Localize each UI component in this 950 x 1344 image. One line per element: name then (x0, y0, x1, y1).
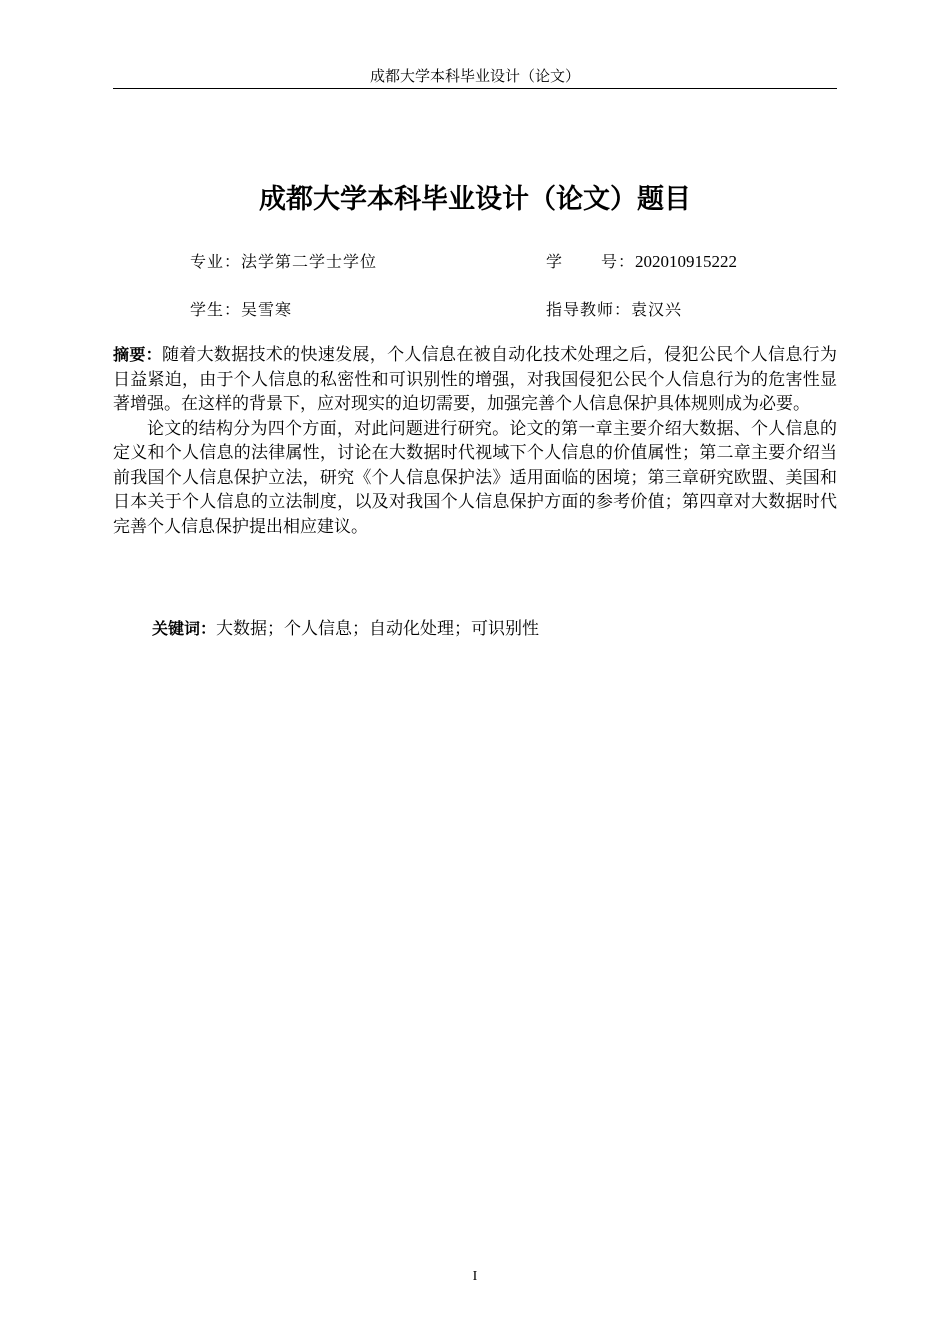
major-label: 专业： (190, 252, 242, 271)
keywords-label: 关键词： (152, 619, 217, 638)
major-field (190, 251, 377, 273)
abstract-paragraph-2: 论文的结构分为四个方面，对此问题进行研究。论文的第一章主要介绍大数据、个人信息的定义和个人信息的法律属性，讨论在大数据时代视域下个人信息的价值属性；第二章主要介绍当前我国个人信息保护立法，研究《个人信息保护法》适用面临的困境；第三章研究欧盟、美国和日本关于个人信息的立法制度，以及对我国个人信息保护方面的参考价值；第四章对大数据时代完善个人信息保护提出相应建议。 (113, 418, 837, 537)
abstract-label: 摘要： (113, 345, 162, 364)
advisor-value: 袁汉兴 (631, 300, 683, 319)
abstract-paragraph-1 (113, 343, 837, 417)
keywords-value: 大数据；个人信息；自动化处理；可识别性 (216, 619, 540, 639)
student-value: 吴雪寒 (241, 300, 293, 319)
abstract-paragraph-1-text: 随着大数据技术的快速发展，个人信息在被自动化技术处理之后，侵犯公民个人信息行为日益紧迫，由于个人信息的私密性和可识别性的增强，对我国侵犯公民个人信息行为的危害性显著增强。在这样的背景下，应对现实的迫切需要，加强完善个人信息保护具体规则成为必要。 (113, 345, 837, 414)
student-id-value: 202010915222 (635, 252, 738, 271)
keywords-line (152, 617, 539, 641)
document-title: 成都大学本科毕业设计（论文）题目 (259, 184, 691, 215)
header-rule (113, 88, 837, 89)
student-label: 学生： (190, 300, 242, 319)
advisor-label: 指导教师： (546, 300, 632, 319)
student-id-field (546, 251, 737, 273)
student-id-label-second: 号： (601, 252, 636, 271)
running-header: 成都大学本科毕业设计（论文） (369, 67, 580, 85)
major-value: 法学第二学士学位 (241, 252, 378, 271)
abstract-section (113, 343, 837, 539)
student-field (190, 299, 292, 321)
student-id-label-first: 学 (546, 252, 564, 271)
advisor-field (546, 299, 682, 321)
page-number: I (472, 1269, 478, 1284)
